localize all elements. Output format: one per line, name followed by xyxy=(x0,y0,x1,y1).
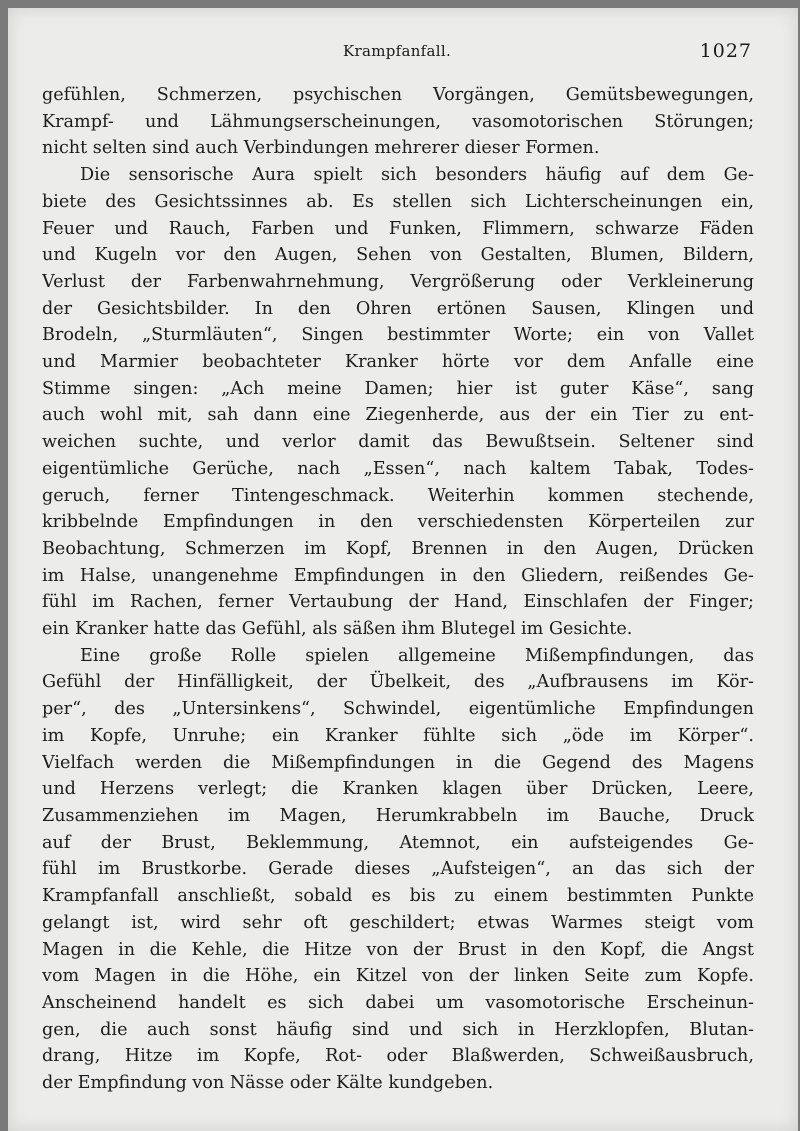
text-line: Krampfanfall anschließt, sobald es bis zu einem bestimmten Punkte xyxy=(42,886,754,907)
text-line: auch wohl mit, sah dann eine Ziegenherde, aus der ein Tier zu ent- xyxy=(42,405,754,426)
text-line: und Marmier beobachteter Kranker hörte vor dem Anfalle eine xyxy=(42,352,754,373)
page-number: 1027 xyxy=(699,40,752,62)
text-line: vom Magen in die Höhe, ein Kitzel von der linken Seite zum Kopfe. xyxy=(42,966,754,987)
text-line: kribbelnde Empfindungen in den verschiedensten Körperteilen zur xyxy=(42,512,754,533)
text-line: und Kugeln vor den Augen, Sehen von Gestalten, Blumen, Bildern, xyxy=(42,245,754,266)
text-line: im Halse, unangenehme Empfindungen in den Gliedern, reißendes Ge- xyxy=(42,565,754,586)
text-line: Feuer und Rauch, Farben und Funken, Flimmern, schwarze Fäden xyxy=(42,218,754,239)
text-line: gefühlen, Schmerzen, psychischen Vorgängen, Gemütsbewegungen, xyxy=(42,85,754,105)
text-line: im Kopfe, Unruhe; ein Kranker fühlte sich „öde im Körper“. xyxy=(42,725,754,746)
text-line: Eine große Rolle spielen allgemeine Mißempfindungen, das xyxy=(80,645,754,666)
text-line: und Herzens verlegt; die Kranken klagen über Drücken, Leere, xyxy=(42,779,754,800)
text-line: Beobachtung, Schmerzen im Kopf, Brennen in den Augen, Drücken xyxy=(42,538,754,559)
running-title: Krampfanfall. xyxy=(342,42,452,60)
text-line: Verlust der Farbenwahrnehmung, Vergrößerung oder Verkleinerung xyxy=(42,271,754,292)
text-line: biete des Gesichtssinnes ab. Es stellen sich Lichterscheinungen ein, xyxy=(42,191,754,212)
text-line: fühl im Rachen, ferner Vertaubung der Hand, Einschlafen der Finger; xyxy=(42,592,754,613)
text-line: der Empfindung von Nässe oder Kälte kundgeben. xyxy=(42,1073,494,1094)
text-line: Stimme singen: „Ach meine Damen; hier ist guter Käse“, sang xyxy=(42,378,754,399)
text-line: Die sensorische Aura spielt sich besonders häufig auf dem Ge- xyxy=(80,165,754,186)
text-line: per“, des „Untersinkens“, Schwindel, eigentümliche Empfindungen xyxy=(42,699,754,720)
text-line: Gefühl der Hinfälligkeit, der Übelkeit, des „Aufbrausens im Kör- xyxy=(42,672,754,693)
book-page xyxy=(8,8,798,1131)
text-line: gelangt ist, wird sehr oft geschildert; etwas Warmes steigt vom xyxy=(42,912,754,933)
text-line: drang, Hitze im Kopfe, Rot- oder Blaßwerden, Schweißausbruch, xyxy=(42,1046,754,1067)
text-line: fühl im Brustkorbe. Gerade dieses „Aufsteigen“, an das sich der xyxy=(42,859,754,880)
text-line: geruch, ferner Tintengeschmack. Weiterhin kommen stechende, xyxy=(42,485,754,506)
page-header xyxy=(42,42,752,66)
body-text xyxy=(42,82,754,1097)
text-line: ein Kranker hatte das Gefühl, als säßen ihm Blutegel im Gesichte. xyxy=(42,619,633,640)
text-line: Zusammenziehen im Magen, Herumkrabbeln im Bauche, Druck xyxy=(42,805,754,826)
text-line: weichen suchte, und verlor damit das Bewußtsein. Seltener sind xyxy=(42,432,754,453)
text-line: Vielfach werden die Mißempfindungen in die Gegend des Magens xyxy=(42,752,754,773)
text-line: nicht selten sind auch Verbindungen mehrerer dieser Formen. xyxy=(42,138,600,159)
text-line: Magen in die Kehle, die Hitze von der Brust in den Kopf, die Angst xyxy=(42,939,754,960)
text-line: eigentümliche Gerüche, nach „Essen“, nach kaltem Tabak, Todes- xyxy=(42,458,754,479)
text-line: der Gesichtsbilder. In den Ohren ertönen Sausen, Klingen und xyxy=(42,298,754,319)
text-line: Anscheinend handelt es sich dabei um vasomotorische Erscheinun- xyxy=(42,992,754,1013)
text-line: gen, die auch sonst häufig sind und sich in Herzklopfen, Blutan- xyxy=(42,1019,754,1040)
text-line: Krampf- und Lähmungserscheinungen, vasomotorischen Störungen; xyxy=(42,111,754,132)
text-line: Brodeln, „Sturmläuten“, Singen bestimmter Worte; ein von Vallet xyxy=(42,325,754,346)
text-line: auf der Brust, Beklemmung, Atemnot, ein aufsteigendes Ge- xyxy=(42,832,754,853)
